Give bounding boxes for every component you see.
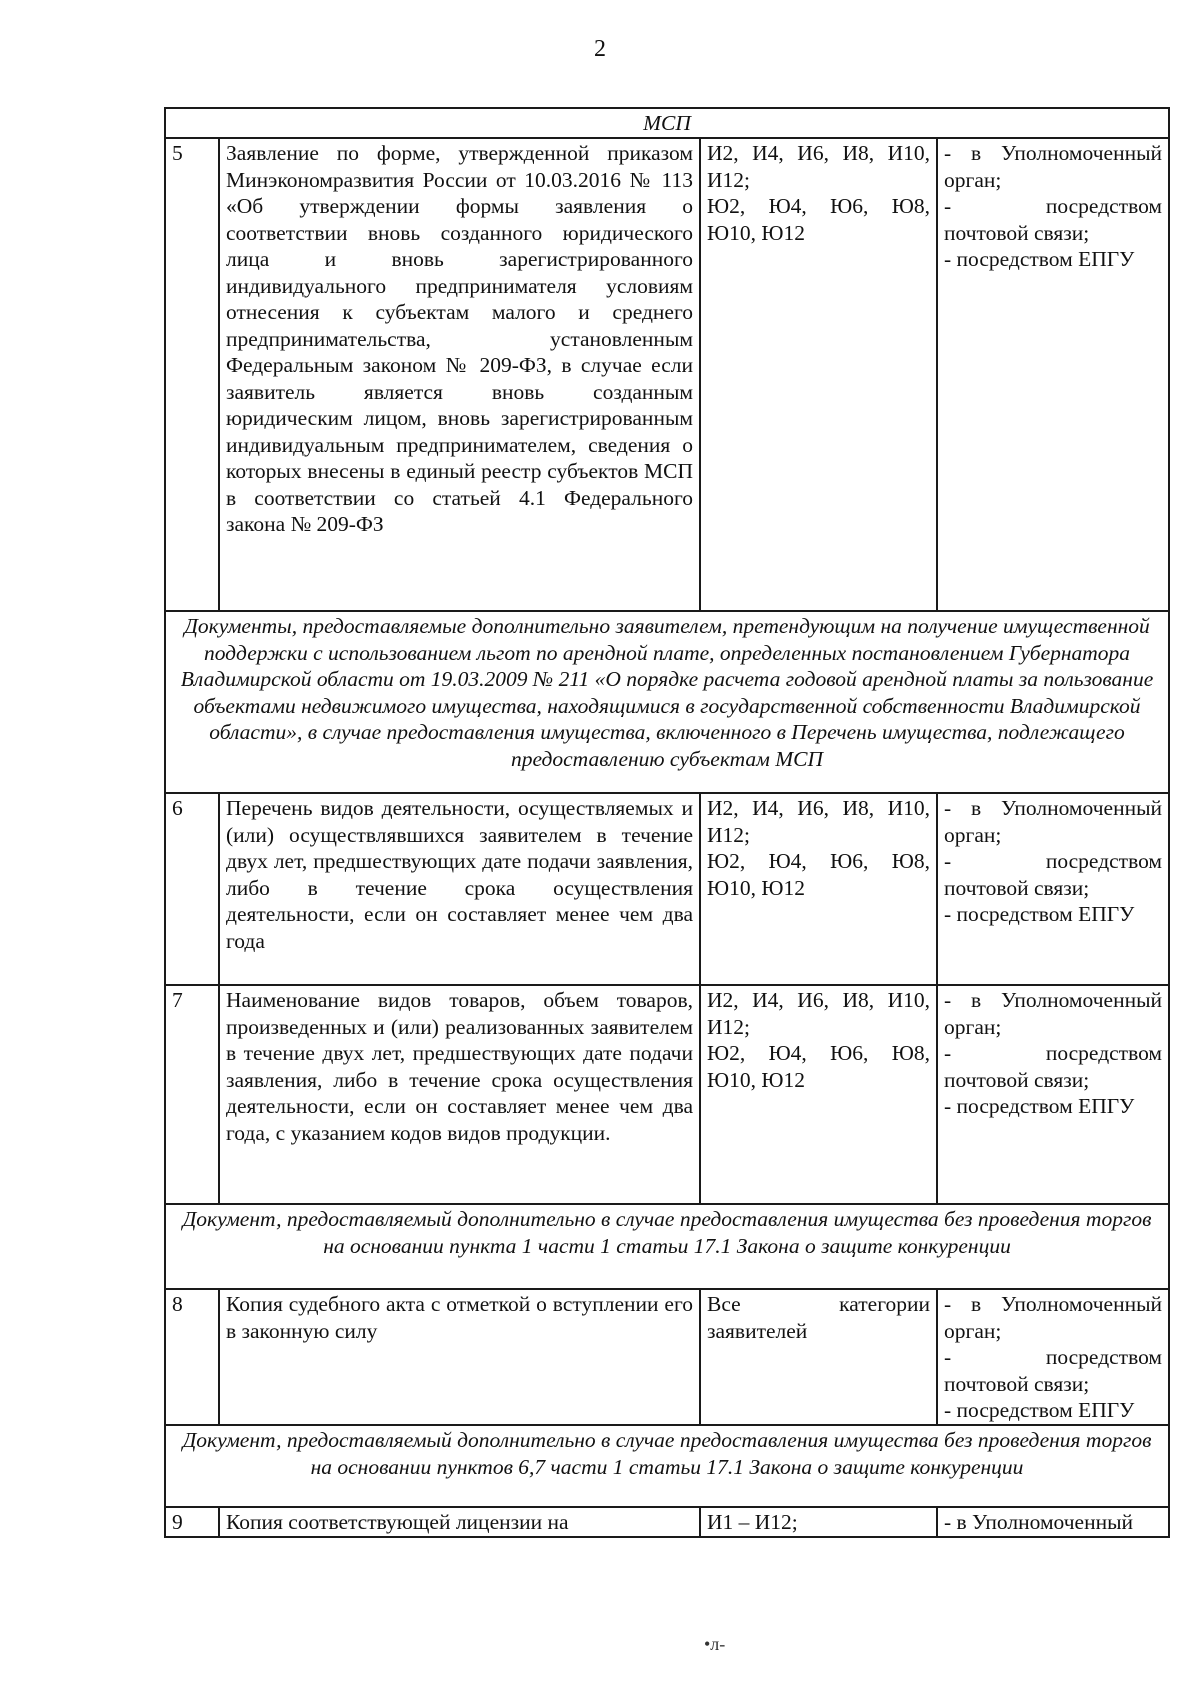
categories-all: Все категории заявителей xyxy=(707,1292,930,1343)
table-row xyxy=(165,793,1169,985)
submission-methods xyxy=(937,985,1169,1204)
table-row xyxy=(165,1289,1169,1425)
method-authority: - в Уполномоченный xyxy=(944,1510,1134,1534)
section-title: Документ, предоставляемый дополнительно в случае предоставления имущества без проведения торгов на основании пункта 1 части 1 статьи 17.1 Закона о защите конкуренции xyxy=(165,1204,1169,1289)
submission-methods xyxy=(937,1289,1169,1425)
row-number: 8 xyxy=(165,1289,219,1425)
method-post: - посредством почтовой связи; xyxy=(944,849,1163,900)
documents-table xyxy=(164,107,1170,1538)
categories-ip: И2, И4, И6, И8, И10, И12; xyxy=(707,796,930,847)
page-number: 2 xyxy=(594,36,606,62)
row-number: 5 xyxy=(165,138,219,611)
method-epgu: - посредством ЕПГУ xyxy=(944,1094,1135,1118)
footer-mark: •л- xyxy=(704,1634,726,1654)
section-header-lgoty xyxy=(165,611,1169,793)
method-authority: - в Уполномоченный орган; xyxy=(944,796,1163,847)
submission-methods xyxy=(937,793,1169,985)
table-row xyxy=(165,985,1169,1204)
method-post: - посредством почтовой связи; xyxy=(944,194,1163,245)
row-number: 6 xyxy=(165,793,219,985)
method-authority: - в Уполномоченный орган; xyxy=(944,1292,1163,1343)
table-row xyxy=(165,138,1169,611)
applicant-categories xyxy=(700,138,937,611)
categories-ip: И2, И4, И6, И8, И10, И12; xyxy=(707,141,930,192)
applicant-categories xyxy=(700,793,937,985)
document-name: Копия соответствующей лицензии на xyxy=(219,1507,700,1537)
categories-ul: Ю2, Ю4, Ю6, Ю8, Ю10, Ю12 xyxy=(707,1041,930,1092)
document-name: Наименование видов товаров, объем товаров, произведенных и (или) реализованных заявителем в течение двух лет, предшествующих дате подачи заявления, либо в течение срока осуществления деятельности, если он составляет менее чем два года, с указанием кодов видов продукции. xyxy=(219,985,700,1204)
categories-ip: И2, И4, И6, И8, И10, И12; xyxy=(707,988,930,1039)
submission-methods xyxy=(937,138,1169,611)
applicant-categories xyxy=(700,1289,937,1425)
method-post: - посредством почтовой связи; xyxy=(944,1345,1163,1396)
method-authority: - в Уполномоченный орган; xyxy=(944,988,1163,1039)
categories-ip: И1 – И12; xyxy=(707,1510,798,1534)
applicant-categories xyxy=(700,985,937,1204)
section-title: Документ, предоставляемый дополнительно в случае предоставления имущества без проведения торгов на основании пунктов 6,7 части 1 статьи 17.1 Закона о защите конкуренции xyxy=(165,1425,1169,1507)
document-name: Заявление по форме, утвержденной приказом Минэкономразвития России от 10.03.2016 № 113 «Об утверждении формы заявления о соответствии вновь созданного юридического лица и вновь зарегистрированного индивидуального предпринимателя условиям отнесения к субъектам малого и среднего предпринимательства, установленным Федеральным законом № 209-ФЗ, в случае если заявитель является вновь созданным юридическим лицом, вновь зарегистрированным индивидуальным предпринимателем, сведения о которых внесены в единый реестр субъектов МСП в соответствии со статьей 4.1 Федерального закона № 209-ФЗ xyxy=(219,138,700,611)
method-epgu: - посредством ЕПГУ xyxy=(944,1398,1135,1422)
section-title: Документы, предоставляемые дополнительно заявителем, претендующим на получение имущественной поддержки с использованием льгот по арендной плате, определенных постановлением Губернатора Владимирской области от 19.03.2009 № 211 «О порядке расчета годовой арендной платы за пользование объектами недвижимого имущества, находящимися в государственной собственности Владимирской области», в случае предоставления имущества, включенного в Перечень имущества, подлежащего предоставлению субъектам МСП xyxy=(165,611,1169,793)
section-header-msp xyxy=(165,108,1169,138)
document-name: Перечень видов деятельности, осуществляемых и (или) осуществлявшихся заявителем в течение двух лет, предшествующих дате подачи заявления, либо в течение срока осуществления деятельности, если он составляет менее чем два года xyxy=(219,793,700,985)
method-post: - посредством почтовой связи; xyxy=(944,1041,1163,1092)
row-number: 9 xyxy=(165,1507,219,1537)
document-name: Копия судебного акта с отметкой о вступлении его в законную силу xyxy=(219,1289,700,1425)
section-header-punkt67 xyxy=(165,1425,1169,1507)
section-title: МСП xyxy=(165,108,1169,138)
categories-ul: Ю2, Ю4, Ю6, Ю8, Ю10, Ю12 xyxy=(707,849,930,900)
table-row xyxy=(165,1507,1169,1537)
submission-methods xyxy=(937,1507,1169,1537)
row-number: 7 xyxy=(165,985,219,1204)
categories-ul: Ю2, Ю4, Ю6, Ю8, Ю10, Ю12 xyxy=(707,194,930,245)
method-epgu: - посредством ЕПГУ xyxy=(944,902,1135,926)
method-epgu: - посредством ЕПГУ xyxy=(944,247,1135,271)
applicant-categories xyxy=(700,1507,937,1537)
method-authority: - в Уполномоченный орган; xyxy=(944,141,1163,192)
section-header-punkt1 xyxy=(165,1204,1169,1289)
